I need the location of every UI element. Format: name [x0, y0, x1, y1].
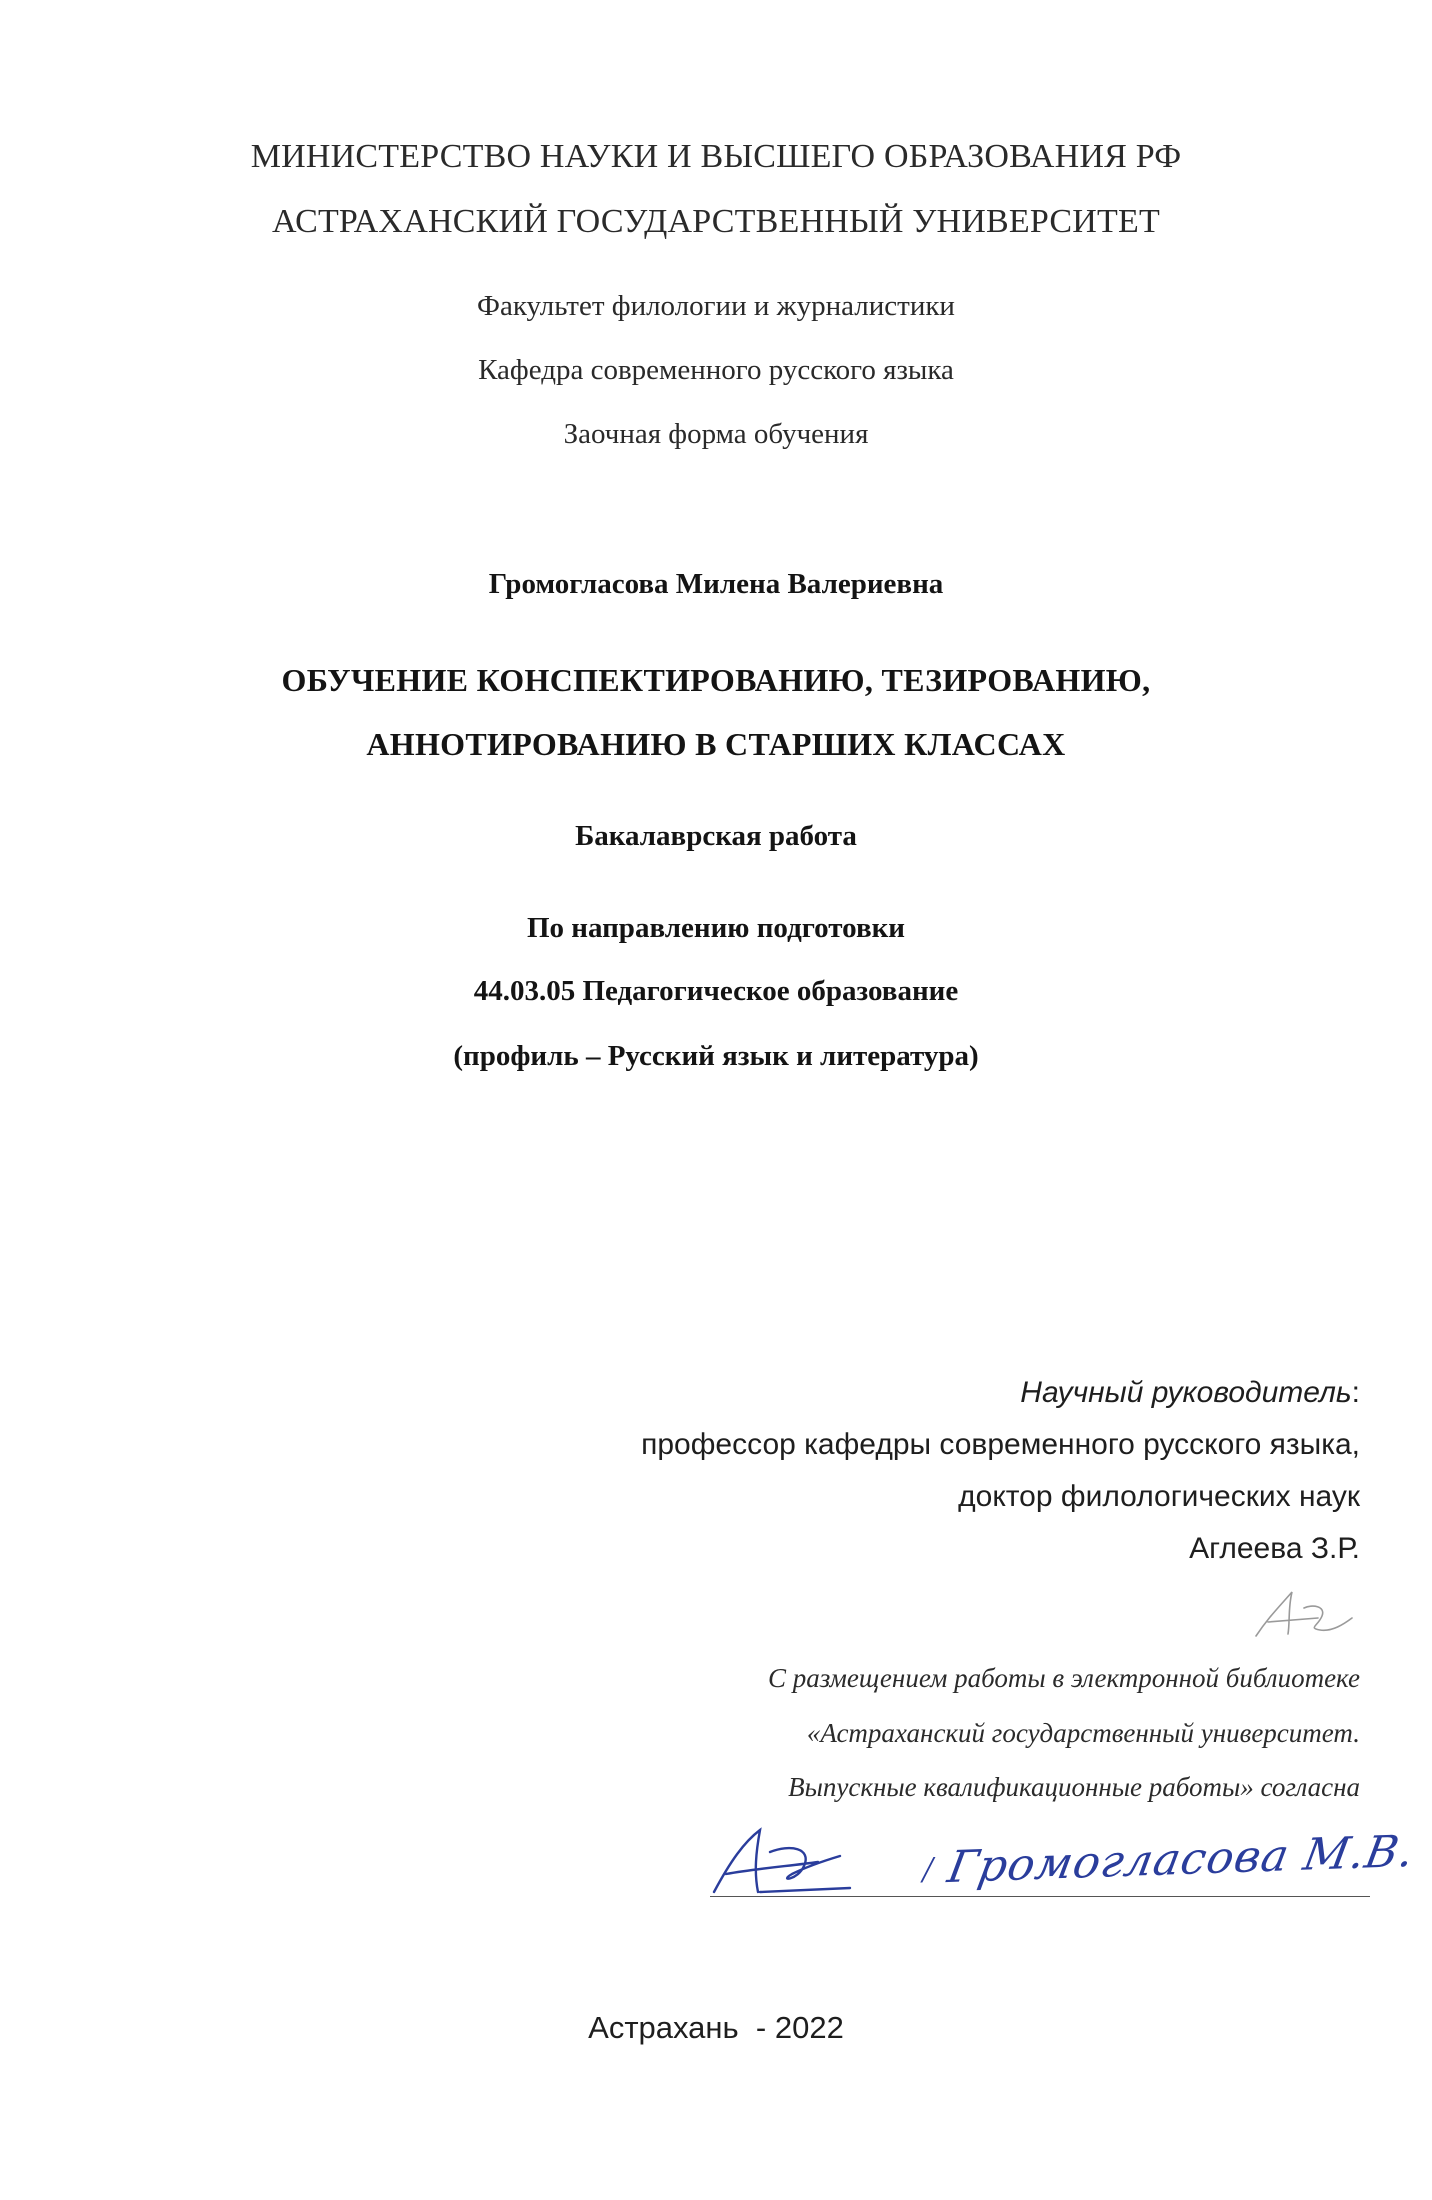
- student-signature-row: [700, 1822, 1419, 1912]
- ministry-heading: МИНИСТЕРСТВО НАУКИ И ВЫСШЕГО ОБРАЗОВАНИЯ РФ: [250, 138, 1182, 175]
- advisor-position: профессор кафедры современного русского языка,: [641, 1428, 1360, 1461]
- consent-line-3: Выпускные квалификационные работы» согласна: [788, 1772, 1360, 1802]
- student-signature-mark: [700, 1822, 860, 1912]
- profile-line: (профиль – Русский язык и литература): [453, 1040, 979, 1072]
- advisor-name: Аглеева З.Р.: [1189, 1532, 1360, 1565]
- signature-separator: /: [922, 1849, 933, 1891]
- direction-label: По направлению подготовки: [526, 912, 906, 944]
- study-form-line: Заочная форма обучения: [563, 418, 869, 450]
- consent-line-2: «Астраханский государственный университет.: [806, 1718, 1360, 1748]
- author-name: Громогласова Милена Валериевна: [488, 568, 944, 600]
- thesis-title-line-2: АННОТИРОВАНИЮ В СТАРШИХ КЛАССАХ: [366, 726, 1066, 762]
- city-year: Астрахань - 2022: [588, 2010, 844, 2045]
- work-type: Бакалаврская работа: [575, 820, 857, 852]
- handwritten-student-name: Громогласова М.В.: [943, 1825, 1419, 1894]
- faculty-line: Факультет филологии и журналистики: [477, 290, 955, 322]
- direction-code: 44.03.05 Педагогическое образование: [473, 975, 959, 1007]
- advisor-label: Научный руководитель: [1020, 1376, 1352, 1409]
- advisor-degree: доктор филологических наук: [958, 1480, 1360, 1513]
- university-heading: АСТРАХАНСКИЙ ГОСУДАРСТВЕННЫЙ УНИВЕРСИТЕТ: [272, 203, 1160, 240]
- advisor-signature-mark: [1248, 1578, 1358, 1648]
- department-line: Кафедра современного русского языка: [478, 354, 954, 386]
- consent-line-1: С размещением работы в электронной библиотеке: [768, 1663, 1360, 1693]
- advisor-label-line: [1020, 1376, 1360, 1410]
- thesis-title-line-1: ОБУЧЕНИЕ КОНСПЕКТИРОВАНИЮ, ТЕЗИРОВАНИЮ,: [281, 662, 1151, 698]
- advisor-colon: :: [1351, 1376, 1360, 1409]
